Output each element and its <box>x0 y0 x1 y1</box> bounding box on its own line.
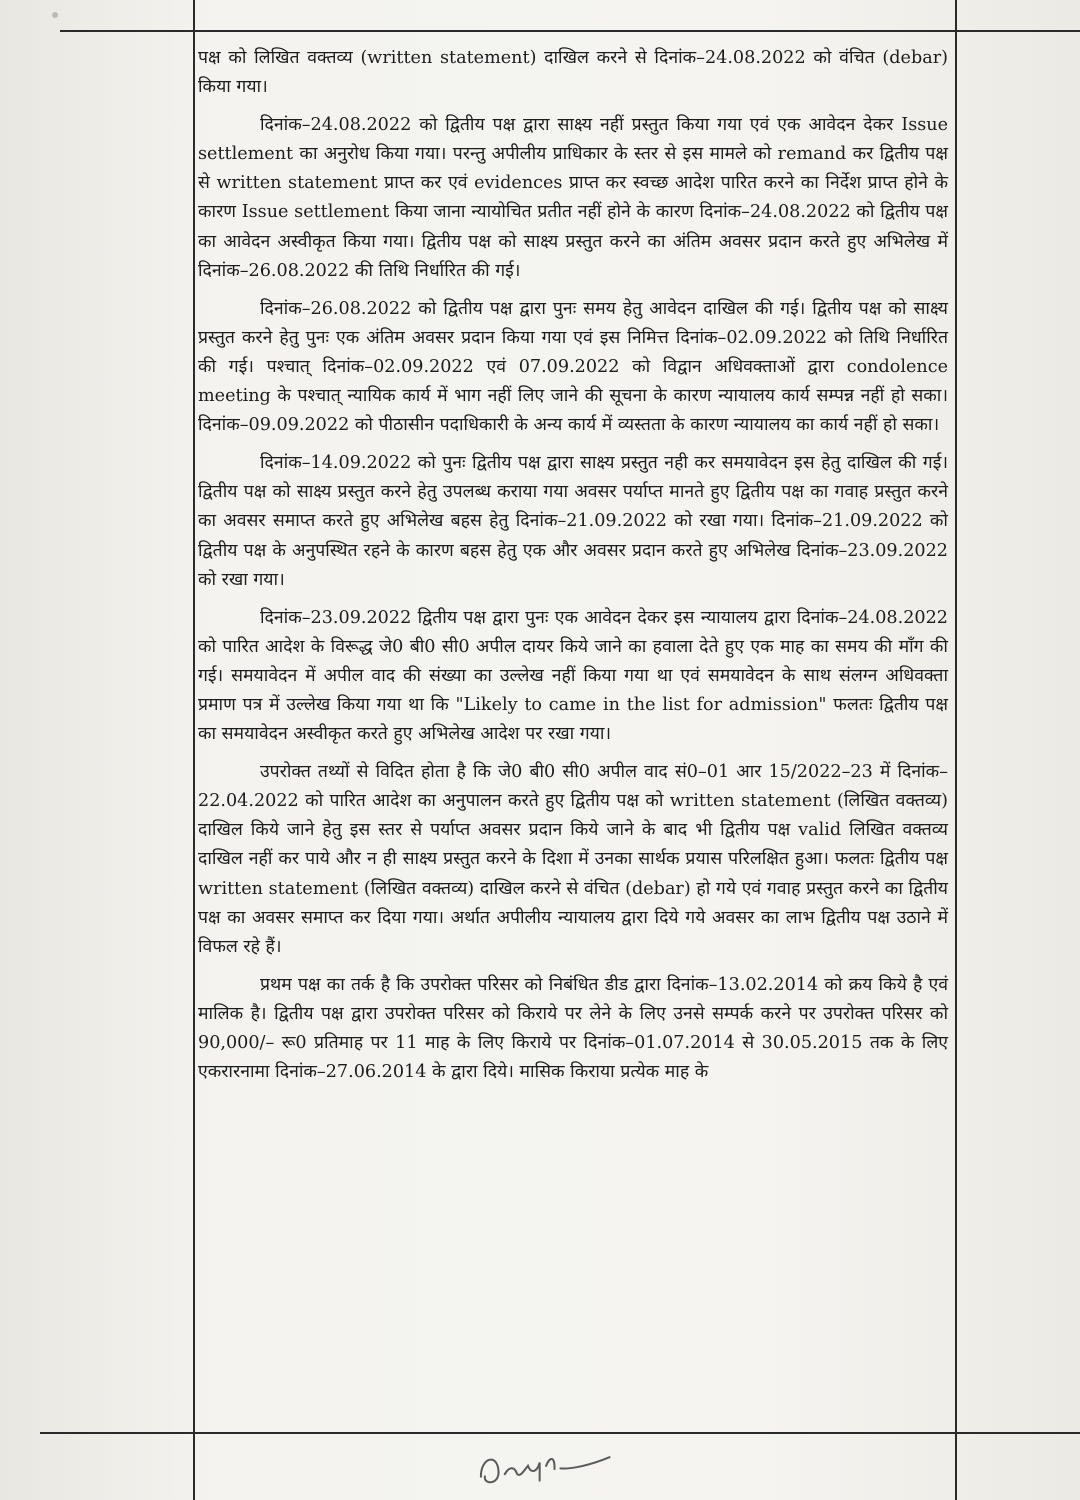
handwritten-signature <box>468 1432 622 1497</box>
document-body <box>198 44 948 1096</box>
right-margin-line <box>955 0 957 1500</box>
paragraph: प्रथम पक्ष का तर्क है कि उपरोक्त परिसर को निबंधित डीड द्वारा दिनांक–13.02.2014 को क्रय किये है एवं मालिक है। द्वितीय पक्ष द्वारा उपरोक्त परिसर को किराये पर लेने के लिए उनसे सम्पर्क करने पर उपरोक्त परिसर को 90,000/– रू0 प्रतिमाह पर 11 माह के लिए किराये पर दिनांक–01.07.2014 से 30.05.2015 तक के लिए एकरारनामा दिनांक–27.06.2014 के द्वारा दिये। मासिक किराया प्रत्येक माह के <box>198 974 948 1083</box>
paragraph: उपरोक्त तथ्यों से विदित होता है कि जे0 बी0 सी0 अपील वाद सं0–01 आर 15/2022–23 में दिनांक–22.04.2022 को पारित आदेश का अनुपालन करते हुए द्वितीय पक्ष को written statement (लिखित वक्तव्य) दाखिल किये जाने हेतु इस स्तर से पर्याप्त अवसर प्रदान किये जाने के बाद भी द्वितीय पक्ष valid लिखित वक्तव्य दाखिल नहीं कर पाये और न ही साक्ष्य प्रस्तुत करने के दिशा में उनका सार्थक प्रयास परिलक्षित हुआ। फलतः द्वितीय पक्ष written statement (लिखित वक्तव्य) दाखिल करने से वंचित (debar) हो गये एवं गवाह प्रस्तुत करने का द्वितीय पक्ष का अवसर समाप्त कर दिया गया। अर्थात अपीलीय न्यायालय द्वारा दिये गये अवसर का लाभ द्वितीय पक्ष उठाने में विफल रहे हैं। <box>198 762 948 957</box>
paragraph: दिनांक–14.09.2022 को पुनः द्वितीय पक्ष द्वारा साक्ष्य प्रस्तुत नही कर समयावेदन इस हेतु दाखिल की गई। द्वितीय पक्ष को साक्ष्य प्रस्तुत करने हेतु उपलब्ध कराया गया अवसर पर्याप्त मानते हुए द्वितीय पक्ष का गवाह प्रस्तुत करने का अवसर समाप्त करते हुए अभिलेख बहस हेतु दिनांक–21.09.2022 को रखा गया। दिनांक–21.09.2022 को द्वितीय पक्ष के अनुपस्थित रहने के कारण बहस हेतु एक और अवसर प्रदान करते हुए अभिलेख दिनांक–23.09.2022 को रखा गया। <box>198 453 948 590</box>
top-border-line <box>60 30 1080 32</box>
left-margin-line <box>193 0 195 1500</box>
bottom-border-line <box>40 1432 1080 1434</box>
paragraph-continued: पक्ष को लिखित वक्तव्य (written statement) दाखिल करने से दिनांक–24.08.2022 को वंचित (debar) किया गया। <box>198 48 948 98</box>
paragraph: दिनांक–24.08.2022 को द्वितीय पक्ष द्वारा साक्ष्य नहीं प्रस्तुत किया गया एवं एक आवेदन देकर Issue settlement का अनुरोध किया गया। परन्तु अपीलीय प्राधिकार के स्तर से इस मामले को remand कर द्वितीय पक्ष से written statement प्राप्त कर एवं evidences प्राप्त कर स्वच्छ आदेश पारित करने का निर्देश प्राप्त होने के कारण Issue settlement किया जाना न्यायोचित प्रतीत नहीं होने के कारण दिनांक–24.08.2022 को द्वितीय पक्ष का आवेदन अस्वीकृत किया गया। द्वितीय पक्ष को साक्ष्य प्रस्तुत करने का अंतिम अवसर प्रदान करते हुए अभिलेख में दिनांक–26.08.2022 की तिथि निर्धारित की गई। <box>198 115 948 281</box>
paragraph: दिनांक–23.09.2022 द्वितीय पक्ष द्वारा पुनः एक आवेदन देकर इस न्यायालय द्वारा दिनांक–24.08.2022 को पारित आदेश के विरूद्ध जे0 बी0 सी0 अपील दायर किये जाने का हवाला देते हुए एक माह का समय की माँग की गई। समयावेदन में अपील वाद की संख्या का उल्लेख नहीं किया गया था एवं समयावेदन के साथ संलग्न अधिवक्ता प्रमाण पत्र में उल्लेख किया गया था कि "Likely to came in the list for admission" फलतः द्वितीय पक्ष का समयावेदन अस्वीकृत करते हुए अभिलेख आदेश पर रखा गया। <box>198 607 948 745</box>
punch-hole <box>52 12 58 18</box>
paragraph: दिनांक–26.08.2022 को द्वितीय पक्ष द्वारा पुनः समय हेतु आवेदन दाखिल की गई। द्वितीय पक्ष को साक्ष्य प्रस्तुत करने हेतु पुनः एक अंतिम अवसर प्रदान किया गया एवं इस निमित्त दिनांक–02.09.2022 को तिथि निर्धारित की गई। पश्चात् दिनांक–02.09.2022 एवं 07.09.2022 को विद्वान अधिवक्ताओं द्वारा condolence meeting के पश्चात् न्यायिक कार्य में भाग नहीं लिए जाने की सूचना के कारण न्यायालय कार्य सम्पन्न नहीं हो सका। दिनांक–09.09.2022 को पीठासीन पदाधिकारी के अन्य कार्य में व्यस्तता के कारण न्यायालय का कार्य नहीं हो सका। <box>198 298 948 436</box>
